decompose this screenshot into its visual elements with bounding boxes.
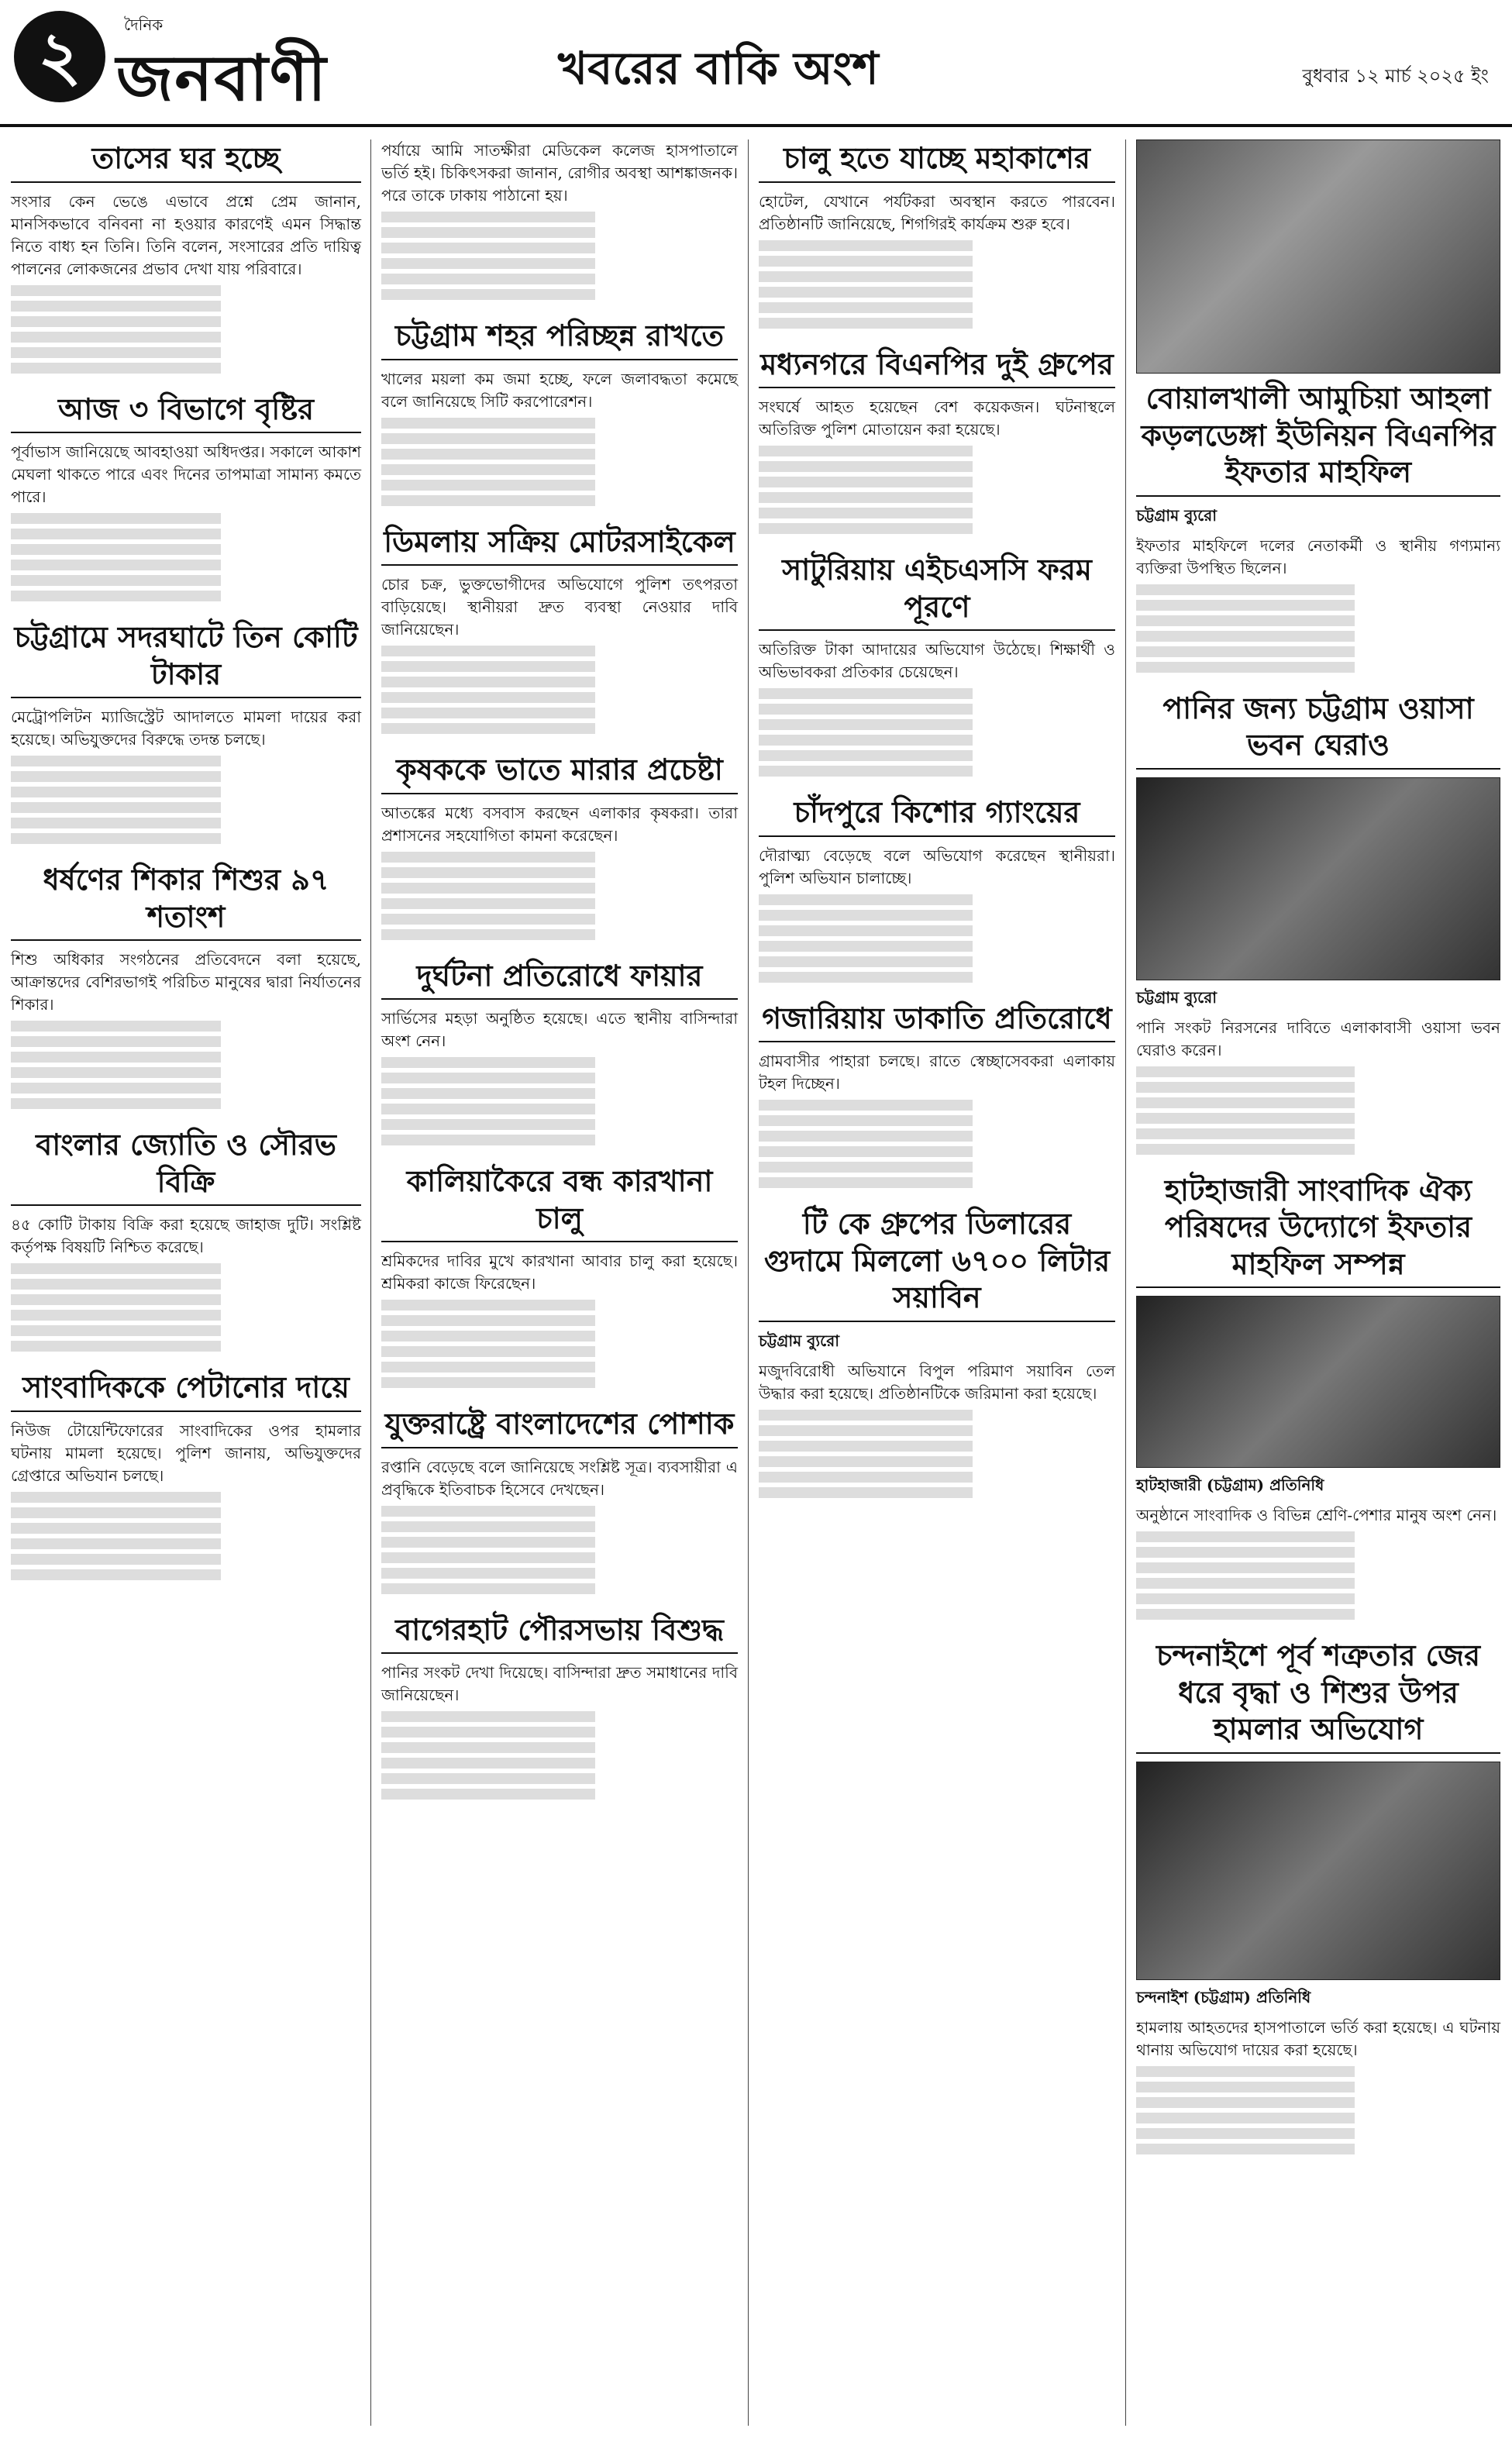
news-article xyxy=(11,1126,361,1352)
text-placeholder xyxy=(759,750,1115,761)
article-body: রপ্তানি বেড়েছে বলে জানিয়েছে সংশ্লিষ্ট সূত্র। ব্যবসায়ীরা এ প্রবৃদ্ধিকে ইতিবাচক হিসেবে দেখছেন। xyxy=(381,1457,738,1499)
article-body: গ্রামবাসীর পাহারা চলছে। রাতে স্বেচ্ছাসেবকরা এলাকায় টহল দিচ্ছেন। xyxy=(759,1052,1115,1093)
text-placeholder xyxy=(381,1583,738,1594)
text-placeholder xyxy=(1136,2113,1500,2123)
news-article xyxy=(759,1205,1115,1498)
text-placeholder xyxy=(11,285,361,296)
text-placeholder xyxy=(759,461,1115,472)
article-headline: সাংবাদিককে পেটানোর দায়ে xyxy=(11,1369,361,1412)
text-placeholder xyxy=(759,492,1115,503)
article-headline: আজ ৩ বিভাগে বৃষ্টির xyxy=(11,391,361,434)
text-placeholder xyxy=(11,1098,361,1109)
text-placeholder xyxy=(1136,662,1500,673)
text-placeholder xyxy=(381,708,738,718)
article-headline: চালু হতে যাচ্ছে মহাকাশের xyxy=(759,139,1115,183)
text-placeholder xyxy=(759,735,1115,746)
article-headline: চট্টগ্রাম শহর পরিচ্ছন্ন রাখতে xyxy=(381,317,738,360)
text-placeholder xyxy=(759,1487,1115,1498)
article-headline: বাগেরহাট পৌরসভায় বিশুদ্ধ xyxy=(381,1611,738,1655)
text-placeholder xyxy=(381,646,738,656)
article-headline: গজারিয়ায় ডাকাতি প্রতিরোধে xyxy=(759,1000,1115,1043)
text-placeholder xyxy=(11,1341,361,1352)
text-placeholder xyxy=(759,894,1115,905)
text-placeholder xyxy=(381,1742,738,1753)
article-headline: যুক্তরাষ্ট্রে বাংলাদেশের পোশাক xyxy=(381,1405,738,1448)
text-placeholder xyxy=(759,240,1115,251)
news-article xyxy=(11,139,361,374)
article-headline: তাসের ঘর হচ্ছে xyxy=(11,139,361,183)
text-placeholder xyxy=(1136,1593,1500,1604)
text-placeholder xyxy=(759,1472,1115,1483)
article-headline: ধর্ষণের শিকার শিশুর ৯৭ শতাংশ xyxy=(11,861,361,941)
text-placeholder xyxy=(1136,2066,1500,2077)
article-headline: চট্টগ্রামে সদরঘাটে তিন কোটি টাকার xyxy=(11,618,361,698)
text-placeholder xyxy=(1136,1547,1500,1558)
article-photo xyxy=(1136,1762,1500,1980)
text-placeholder xyxy=(11,756,361,766)
text-placeholder xyxy=(381,1300,738,1311)
text-placeholder xyxy=(11,591,361,601)
article-body: পর্যায়ে আমি সাতক্ষীরা মেডিকেল কলেজ হাসপাতালে ভর্তি হই। চিকিৎসকরা জানান, রোগীর অবস্থা আশঙ্কাজনক। পরে তাকে ঢাকায় পাঠানো হয়। xyxy=(381,141,738,205)
text-placeholder xyxy=(381,258,738,269)
text-placeholder xyxy=(1136,2097,1500,2108)
article-headline: বাংলার জ্যোতি ও সৌরভ বিক্রি xyxy=(11,1126,361,1206)
text-placeholder xyxy=(381,243,738,253)
text-placeholder xyxy=(759,925,1115,936)
text-placeholder xyxy=(11,1569,361,1580)
text-placeholder xyxy=(381,495,738,506)
text-placeholder xyxy=(759,1177,1115,1188)
article-byline: চন্দনাইশ (চট্টগ্রাম) প্রতিনিধি xyxy=(1136,1987,1311,2006)
text-placeholder xyxy=(11,316,361,327)
text-placeholder xyxy=(759,302,1115,313)
news-article xyxy=(11,861,361,1109)
text-placeholder xyxy=(11,1036,361,1047)
text-placeholder xyxy=(1136,646,1500,657)
news-article xyxy=(11,618,361,844)
text-placeholder xyxy=(381,914,738,925)
text-placeholder xyxy=(11,513,361,524)
text-placeholder xyxy=(759,1162,1115,1173)
text-placeholder xyxy=(11,1492,361,1503)
text-placeholder xyxy=(11,1523,361,1534)
text-placeholder xyxy=(1136,1082,1500,1093)
text-placeholder xyxy=(381,1073,738,1083)
text-placeholder xyxy=(1136,2128,1500,2139)
article-body: নিউজ টোয়েন্টিফোরের সাংবাদিকের ওপর হামলার ঘটনায় মামলা হয়েছে। পুলিশ জানায়, অভিযুক্তদের গ্রেপ্তারে অভিযান চলছে। xyxy=(11,1421,361,1485)
text-placeholder xyxy=(381,1119,738,1130)
text-placeholder xyxy=(759,1115,1115,1126)
text-placeholder xyxy=(381,1552,738,1563)
news-article xyxy=(381,317,738,506)
column-divider xyxy=(370,139,371,2426)
text-placeholder xyxy=(381,480,738,491)
text-placeholder xyxy=(11,1067,361,1078)
article-body: সংসার কেন ভেঙে এভাবে প্রশ্নে প্রেম জানান, মানসিকভাবে বনিবনা না হওয়ার কারণেই এমন সিদ্ধান্ত নিতে বাধ্য হন তিনি। তিনি বলেন, সংসারের প্রতি দায়িত্ব পালনের লোকজনের প্রভাব দেখা যায় পরিবারে। xyxy=(11,191,361,278)
text-placeholder xyxy=(11,1294,361,1305)
article-headline: কৃষককে ভাতে মারার প্রচেষ্টা xyxy=(381,751,738,794)
text-placeholder xyxy=(11,529,361,539)
article-body: খালের ময়লা কম জমা হচ্ছে, ফলে জলাবদ্ধতা কমেছে বলে জানিয়েছে সিটি করপোরেশন। xyxy=(381,369,738,411)
text-placeholder xyxy=(381,449,738,460)
text-placeholder xyxy=(381,1711,738,1722)
text-placeholder xyxy=(759,477,1115,487)
article-byline: চট্টগ্রাম ব্যুরো xyxy=(759,1331,840,1350)
text-placeholder xyxy=(1136,2082,1500,2092)
text-placeholder xyxy=(381,1789,738,1800)
text-placeholder xyxy=(381,1088,738,1099)
text-placeholder xyxy=(759,523,1115,534)
text-placeholder xyxy=(381,898,738,909)
news-article xyxy=(759,551,1115,777)
text-placeholder xyxy=(381,1758,738,1769)
news-article xyxy=(381,1405,738,1594)
text-placeholder xyxy=(11,1507,361,1518)
news-article xyxy=(381,523,738,735)
photo-iftar-mahfil xyxy=(1136,139,1500,374)
news-article xyxy=(759,1000,1115,1189)
article-headline: কালিয়াকৈরে বন্ধ কারখানা চালু xyxy=(381,1162,738,1242)
text-placeholder xyxy=(381,418,738,429)
text-placeholder xyxy=(381,692,738,703)
text-placeholder xyxy=(759,1425,1115,1436)
text-placeholder xyxy=(11,1263,361,1274)
text-placeholder xyxy=(11,301,361,312)
text-placeholder xyxy=(759,287,1115,298)
news-article xyxy=(381,957,738,1146)
article-body: চোর চক্র, ভুক্তভোগীদের অভিযোগে পুলিশ তৎপরতা বাড়িয়েছে। স্থানীয়রা দ্রুত ব্যবস্থা নেওয়ার দাবি জানিয়েছেন। xyxy=(381,575,738,639)
text-placeholder xyxy=(381,289,738,300)
text-placeholder xyxy=(11,1554,361,1565)
news-article xyxy=(11,391,361,602)
text-placeholder xyxy=(11,1310,361,1321)
text-placeholder xyxy=(11,1021,361,1032)
text-placeholder xyxy=(759,1100,1115,1111)
text-placeholder xyxy=(381,1104,738,1114)
text-placeholder xyxy=(759,1410,1115,1421)
text-placeholder xyxy=(11,1325,361,1336)
column-divider xyxy=(1125,139,1126,2426)
text-placeholder xyxy=(1136,1097,1500,1108)
masthead xyxy=(0,0,1512,127)
article-body: মজুদবিরোধী অভিযানে বিপুল পরিমাণ সয়াবিন তেল উদ্ধার করা হয়েছে। প্রতিষ্ঠানটিকে জরিমানা করা হয়েছে। xyxy=(759,1361,1115,1403)
article-body: দৌরাত্ম্য বেড়েছে বলে অভিযোগ করেছেন স্থানীয়রা। পুলিশ অভিযান চালাচ্ছে। xyxy=(759,846,1115,887)
text-placeholder xyxy=(1136,1113,1500,1124)
text-placeholder xyxy=(1136,584,1500,595)
text-placeholder xyxy=(11,771,361,782)
article-body: শ্রমিকদের দাবির মুখে কারখানা আবার চালু করা হয়েছে। শ্রমিকরা কাজে ফিরেছেন। xyxy=(381,1252,738,1293)
text-placeholder xyxy=(381,852,738,863)
text-placeholder xyxy=(381,1537,738,1548)
text-placeholder xyxy=(381,1346,738,1357)
article-headline: পানির জন্য চট্টগ্রাম ওয়াসা ভবন ঘেরাও xyxy=(1136,690,1500,770)
brand-prefix: দৈনিক xyxy=(124,15,164,34)
news-article xyxy=(381,1611,738,1800)
article-byline: চট্টগ্রাম ব্যুরো xyxy=(1136,505,1218,525)
article-headline: মধ্যনগরে বিএনপির দুই গ্রুপের xyxy=(759,346,1115,389)
text-placeholder xyxy=(381,1568,738,1579)
article-byline: হাটহাজারী (চট্টগ্রাম) প্রতিনিধি xyxy=(1136,1476,1324,1494)
text-placeholder xyxy=(11,833,361,844)
text-placeholder xyxy=(1136,1144,1500,1155)
article-photo xyxy=(1136,1296,1500,1468)
text-placeholder xyxy=(1136,1531,1500,1542)
text-placeholder xyxy=(381,1727,738,1738)
text-placeholder xyxy=(11,544,361,555)
text-placeholder xyxy=(11,1083,361,1094)
text-placeholder xyxy=(11,332,361,343)
text-placeholder xyxy=(759,956,1115,967)
text-placeholder xyxy=(11,575,361,586)
page-number: ২ xyxy=(14,11,105,102)
column-4 xyxy=(1136,139,1500,2172)
text-placeholder xyxy=(11,1052,361,1063)
news-article xyxy=(1136,1637,1500,2154)
text-placeholder xyxy=(759,910,1115,921)
text-placeholder xyxy=(381,723,738,734)
news-article xyxy=(759,794,1115,983)
text-placeholder xyxy=(11,818,361,828)
text-placeholder xyxy=(381,227,738,238)
text-placeholder xyxy=(11,347,361,358)
article-body: শিশু অধিকার সংগঠনের প্রতিবেদনে বলা হয়েছে, আক্রান্তদের বেশিরভাগই পরিচিত মানুষের দ্বারা নির্যাতনের শিকার। xyxy=(11,950,361,1014)
text-placeholder xyxy=(381,1377,738,1388)
article-headline: ডিমলায় সক্রিয় মোটরসাইকেল xyxy=(381,523,738,567)
text-placeholder xyxy=(1136,1578,1500,1589)
article-headline: বোয়ালখালী আমুচিয়া আহলা কড়লডেঙ্গা ইউনিয়ন বিএনপির ইফতার মাহফিল xyxy=(1136,380,1500,497)
text-placeholder xyxy=(11,363,361,374)
text-placeholder xyxy=(381,433,738,444)
article-body: হামলায় আহতদের হাসপাতালে ভর্তি করা হয়েছে। এ ঘটনায় থানায় অভিযোগ দায়ের করা হয়েছে। xyxy=(1136,2017,1500,2059)
article-body: ৪৫ কোটি টাকায় বিক্রি করা হয়েছে জাহাজ দুটি। সংশ্লিষ্ট কর্তৃপক্ষ বিষয়টি নিশ্চিত করেছে। xyxy=(11,1215,361,1256)
text-placeholder xyxy=(381,1521,738,1532)
text-placeholder xyxy=(759,256,1115,267)
text-placeholder xyxy=(759,1441,1115,1452)
article-body: পূর্বাভাস জানিয়েছে আবহাওয়া অধিদপ্তর। সকালে আকাশ মেঘলা থাকতে পারে এবং দিনের তাপমাত্রা সামান্য কমতে পারে। xyxy=(11,443,361,506)
text-placeholder xyxy=(1136,1609,1500,1620)
text-placeholder xyxy=(381,1506,738,1517)
text-placeholder xyxy=(381,929,738,940)
news-article xyxy=(381,1162,738,1388)
date-line: বুধবার ১২ মার্চ ২০২৫ ইং xyxy=(1302,65,1489,87)
text-placeholder xyxy=(1136,1066,1500,1077)
text-placeholder xyxy=(759,704,1115,715)
news-article xyxy=(1136,690,1500,1155)
news-article xyxy=(1136,1172,1500,1621)
text-placeholder xyxy=(11,1538,361,1549)
text-placeholder xyxy=(381,883,738,894)
article-headline: দুর্ঘটনা প্রতিরোধে ফায়ার xyxy=(381,957,738,1001)
text-placeholder xyxy=(381,677,738,687)
text-placeholder xyxy=(1136,600,1500,611)
column-3 xyxy=(759,139,1115,1515)
article-body: মেট্রোপলিটন ম্যাজিস্ট্রেট আদালতে মামলা দায়ের করা হয়েছে। অভিযুক্তদের বিরুদ্ধে তদন্ত চলছে। xyxy=(11,708,361,749)
text-placeholder xyxy=(759,972,1115,983)
text-placeholder xyxy=(759,508,1115,518)
text-placeholder xyxy=(381,1331,738,1342)
article-byline: চট্টগ্রাম ব্যুরো xyxy=(1136,987,1218,1007)
article-headline: টি কে গ্রুপের ডিলারের গুদামে মিললো ৬৭০০ লিটার সয়াবিন xyxy=(759,1205,1115,1322)
article-body: ইফতার মাহফিলে দলের নেতাকর্মী ও স্থানীয় গণ্যমান্য ব্যক্তিরা উপস্থিত ছিলেন। xyxy=(1136,536,1500,577)
article-headline: হাটহাজারী সাংবাদিক ঐক্য পরিষদের উদ্যোগে ইফতার মাহফিল সম্পন্ন xyxy=(1136,1172,1500,1289)
text-placeholder xyxy=(381,1315,738,1326)
text-placeholder xyxy=(759,1146,1115,1157)
article-headline: চন্দনাইশে পূর্ব শত্রুতার জের ধরে বৃদ্ধা ও শিশুর উপর হামলার অভিযোগ xyxy=(1136,1637,1500,1754)
text-placeholder xyxy=(11,802,361,813)
news-article xyxy=(381,751,738,940)
column-1 xyxy=(11,139,361,1597)
news-article xyxy=(11,1369,361,1580)
text-placeholder xyxy=(381,274,738,284)
article-body: হোটেল, যেখানে পর্যটকরা অবস্থান করতে পারবেন। প্রতিষ্ঠানটি জানিয়েছে, শিগগিরই কার্যক্রম শুরু হবে। xyxy=(759,191,1115,233)
text-placeholder xyxy=(1136,2144,1500,2154)
text-placeholder xyxy=(759,318,1115,329)
section-title: খবরের বাকি অংশ xyxy=(558,42,879,95)
text-placeholder xyxy=(381,1135,738,1145)
article-body: পানির সংকট দেখা দিয়েছে। বাসিন্দারা দ্রুত সমাধানের দাবি জানিয়েছেন। xyxy=(381,1663,738,1704)
text-placeholder xyxy=(759,719,1115,730)
column-2 xyxy=(381,139,738,1817)
text-placeholder xyxy=(1136,1128,1500,1139)
article-body: আতঙ্কের মধ্যে বসবাস করছেন এলাকার কৃষকরা। তারা প্রশাসনের সহযোগিতা কামনা করেছেন। xyxy=(381,803,738,845)
text-placeholder xyxy=(381,212,738,222)
text-placeholder xyxy=(1136,615,1500,626)
text-placeholder xyxy=(759,1456,1115,1467)
text-placeholder xyxy=(1136,1562,1500,1573)
news-article xyxy=(759,139,1115,329)
article-headline: চাঁদপুরে কিশোর গ্যাংয়ের xyxy=(759,794,1115,837)
article-headline: সাটুরিয়ায় এইচএসসি ফরম পূরণে xyxy=(759,551,1115,631)
article-body: সংঘর্ষে আহত হয়েছেন বেশ কয়েকজন। ঘটনাস্থলে অতিরিক্ত পুলিশ মোতায়েন করা হয়েছে। xyxy=(759,398,1115,439)
brand-logo: জনবাণী xyxy=(116,41,328,115)
article-body: সার্ভিসের মহড়া অনুষ্ঠিত হয়েছে। এতে স্থানীয় বাসিন্দারা অংশ নেন। xyxy=(381,1009,738,1050)
text-placeholder xyxy=(381,661,738,672)
text-placeholder xyxy=(759,688,1115,699)
text-placeholder xyxy=(759,766,1115,777)
text-placeholder xyxy=(759,1131,1115,1142)
text-placeholder xyxy=(759,941,1115,952)
news-article xyxy=(1136,380,1500,673)
text-placeholder xyxy=(381,867,738,878)
text-placeholder xyxy=(381,1773,738,1784)
article-body: অতিরিক্ত টাকা আদায়ের অভিযোগ উঠেছে। শিক্ষার্থী ও অভিভাবকরা প্রতিকার চেয়েছেন। xyxy=(759,640,1115,681)
article-body: অনুষ্ঠানে সাংবাদিক ও বিভিন্ন শ্রেণি-পেশার মানুষ অংশ নেন। xyxy=(1136,1506,1497,1524)
text-placeholder xyxy=(11,560,361,570)
text-placeholder xyxy=(11,787,361,797)
text-placeholder xyxy=(381,1057,738,1068)
text-placeholder xyxy=(11,1279,361,1290)
news-article xyxy=(759,346,1115,535)
text-placeholder xyxy=(759,446,1115,456)
article-photo xyxy=(1136,777,1500,980)
text-placeholder xyxy=(1136,631,1500,642)
article-body: পানি সংকট নিরসনের দাবিতে এলাকাবাসী ওয়াসা ভবন ঘেরাও করেন। xyxy=(1136,1018,1500,1059)
news-article xyxy=(381,139,738,300)
text-placeholder xyxy=(759,271,1115,282)
column-divider xyxy=(748,139,749,2426)
text-placeholder xyxy=(381,1362,738,1373)
text-placeholder xyxy=(381,464,738,475)
